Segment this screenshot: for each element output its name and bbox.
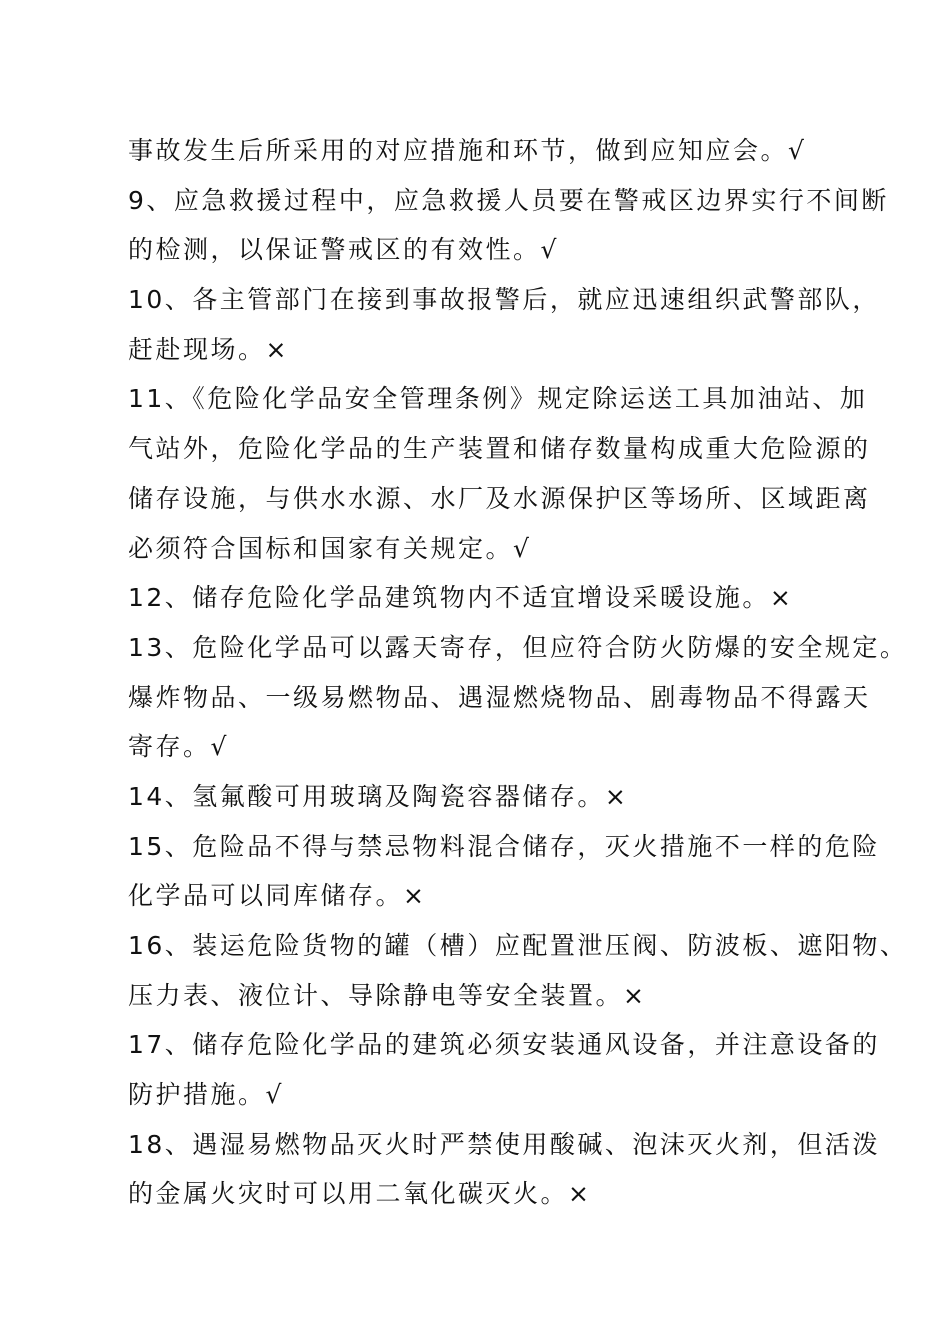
text-line: 10、各主管部门在接到事故报警后，就应迅速组织武警部队， xyxy=(128,285,880,315)
text-line: 16、装运危险货物的罐（槽）应配置泄压阀、防波板、遮阳物、 xyxy=(128,931,908,960)
text-line: 的检测，以保证警戒区的有效性。√ xyxy=(128,235,559,265)
text-line: 储存设施，与供水水源、水厂及水源保护区等场所、区域距离 xyxy=(128,483,871,513)
text-line: 的金属火灾时可以用二氧化碳灭火。× xyxy=(128,1179,592,1209)
text-line: 13、危险化学品可以露天寄存，但应符合防火防爆的安全规定。 xyxy=(128,632,908,662)
text-line: 防护措施。√ xyxy=(128,1080,284,1110)
text-line: 爆炸物品、一级易燃物品、遇湿燃烧物品、剧毒物品不得露天 xyxy=(128,682,871,712)
text-line: 18、遇湿易燃物品灭火时严禁使用酸碱、泡沫灭火剂，但活泼 xyxy=(128,1129,880,1159)
text-line: 气站外，危险化学品的生产装置和储存数量构成重大危险源的 xyxy=(128,434,871,464)
text-line: 12、储存危险化学品建筑物内不适宜增设采暖设施。× xyxy=(128,583,794,613)
document-body xyxy=(128,126,908,1219)
text-line: 压力表、液位计、导除静电等安全装置。× xyxy=(128,980,647,1010)
text-line: 事故发生后所采用的对应措施和环节，做到应知应会。√ xyxy=(128,136,807,165)
text-line: 9、应急救援过程中，应急救援人员要在警戒区边界实行不间断 xyxy=(128,185,889,215)
text-line: 寄存。√ xyxy=(128,732,229,762)
text-line: 赶赴现场。× xyxy=(128,334,289,364)
text-line: 15、危险品不得与禁忌物料混合储存，灭火措施不一样的危险 xyxy=(128,831,880,861)
text-line: 11、《危险化学品安全管理条例》规定除运送工具加油站、加 xyxy=(128,384,868,414)
text-line: 化学品可以同库储存。× xyxy=(128,881,427,911)
text-line: 14、氢氟酸可用玻璃及陶瓷容器储存。× xyxy=(128,781,629,811)
text-line: 必须符合国标和国家有关规定。√ xyxy=(128,533,532,563)
text-line: 17、储存危险化学品的建筑必须安装通风设备，并注意设备的 xyxy=(128,1030,880,1060)
